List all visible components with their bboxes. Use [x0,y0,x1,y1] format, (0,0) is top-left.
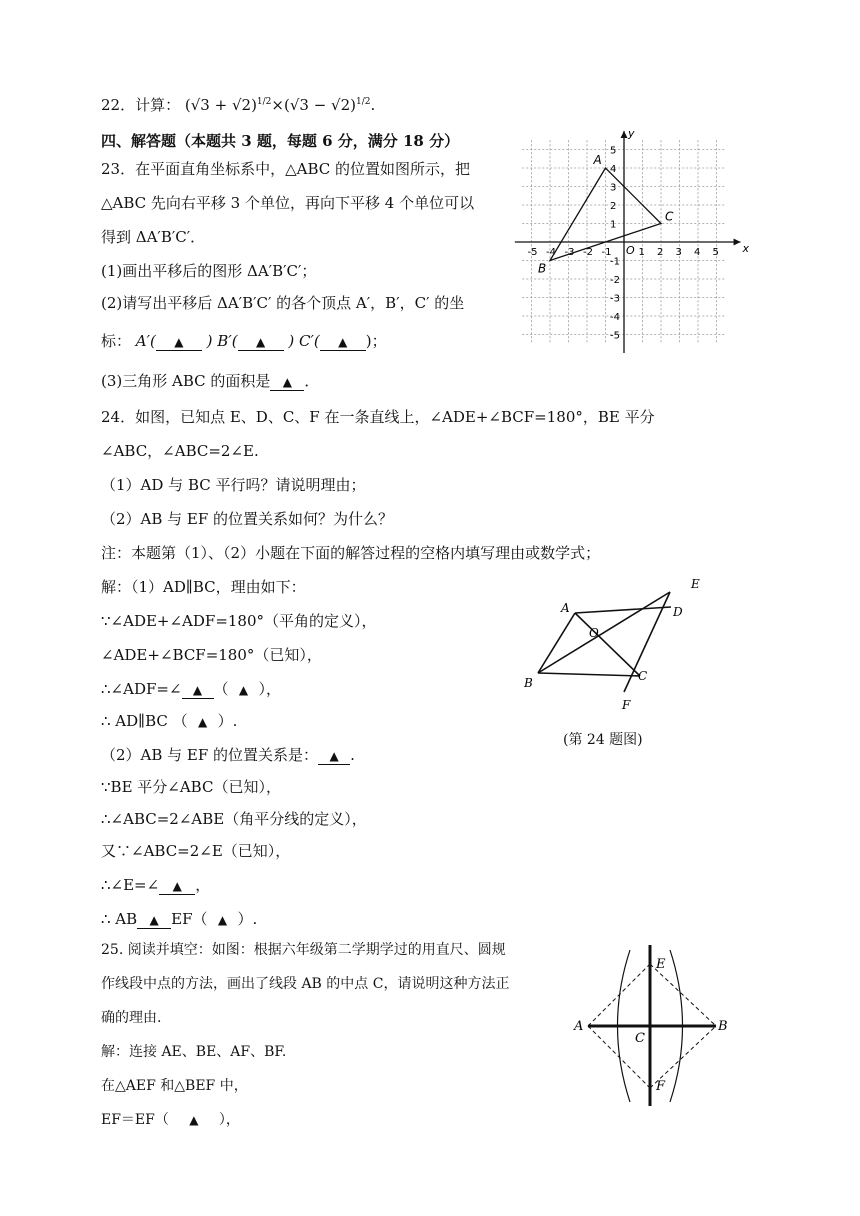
q23-part1: (1)画出平移后的图形 ΔA′B′C′； [101,262,317,280]
y-tick-label: 3 [610,182,617,194]
y-tick-label: -5 [610,330,620,342]
q24-s3: ∠ADE+∠BCF=180°（已知）， [101,646,322,664]
blank-angle-adf[interactable]: ▲ [182,680,214,699]
coordinate-grid-figure [510,127,750,358]
x-tick-label: 1 [638,247,645,258]
y-axis-label: y [628,127,635,140]
x-tick-label: -5 [527,247,538,258]
q24-figure [518,570,708,720]
q24-s8: ∴∠ABC=2∠ABE（角平分线的定义）， [101,810,367,828]
y-tick-label: 2 [610,201,617,212]
blank-angle-e[interactable]: ▲ [159,876,195,895]
label-e: E [691,577,700,591]
vertex-label-c: C [665,209,674,224]
y-axis-arrow [621,131,628,138]
x-tick-label: -4 [546,247,556,258]
label-b: B [718,1019,728,1034]
y-tick-label: 4 [610,164,617,175]
blank-reason-1[interactable]: ▲ [238,683,249,697]
label-c: C [635,1031,645,1046]
q25-s3: EF＝EF（ ▲ ）， [101,1112,240,1128]
q24-s1: 解：（1）AD∥BC，理由如下： [101,578,306,596]
line-ad [575,607,671,613]
q22-line [101,96,375,114]
q24-line1: 24．如图，已知点 E、D、C、F 在一条直线上，∠ADE+∠BCF=180°，BE 平分 [101,408,655,426]
x-tick-label: -1 [601,247,612,258]
q22-number: 22． [101,96,136,114]
line-ab [538,613,575,673]
origin-label: O [626,244,635,257]
q25-line2: 作线段中点的方法，画出了线段 AB 的中点 C，请说明这种方法正 [101,976,510,992]
blank-b-prime[interactable]: ▲ [238,332,284,351]
vertex-label-b: B [538,261,547,276]
blank-a-prime[interactable]: ▲ [156,332,202,351]
q23-part2: (2)请写出平移后 ΔA′B′C′ 的各个顶点 A′，B′，C′ 的坐 [101,294,465,312]
y-tick-label: 5 [610,145,617,157]
label-a: A [574,1019,584,1034]
blank-ab-ef[interactable]: ▲ [137,910,171,929]
q25-line3: 确的理由. [101,1010,162,1026]
blank-relation[interactable]: ▲ [318,746,350,765]
q23-part3: (3)三角形 ABC 的面积是 ▲ ． [101,372,320,390]
q24-s9: 又∵∠ABC=2∠E（已知）， [101,842,291,860]
blank-c-prime[interactable]: ▲ [320,332,366,351]
line-be [538,592,670,673]
x-tick-label: 2 [657,247,664,258]
q25-line1: 25. 阅读并填空：如图：根据六年级第二学期学过的用直尺、圆规 [101,942,506,958]
blank-reason-3[interactable]: ▲ [217,913,228,927]
q24-s10: ∴∠E=∠ ▲ ， [101,876,211,894]
q24-s4: ∴∠ADF=∠ ▲ （ ▲ ）， [101,680,282,698]
x-tick-label: 4 [694,247,701,258]
y-tick-label: -3 [610,293,620,305]
x-axis-arrow [734,239,741,246]
q22-text: 计算： [135,96,181,114]
section-heading: 四、解答题（本题共 3 题，每题 6 分，满分 18 分） [101,132,460,150]
label-a: A [561,601,570,615]
q22-expression: $(√3 + √2)^{1/2}\times(√3 - √2)^{1/2}$. [184,96,376,114]
line-bc [538,673,640,676]
label-f: F [656,1079,666,1094]
y-tick-label: -1 [610,256,620,268]
q24-caption: (第 24 题图) [563,732,643,748]
x-tick-label: 3 [675,247,682,258]
q24-s7: ∵BE 平分∠ABC（已知）， [101,778,281,796]
q23-line1: 23．在平面直角坐标系中，△ABC 的位置如图所示，把 [101,160,471,178]
q25-s1: 解：连接 AE、BE、AF、BF. [101,1044,287,1060]
q24-s2: ∵∠ADE+∠ADF=180°（平角的定义）， [101,612,377,630]
dashed-be [650,964,716,1026]
y-tick-label: -2 [610,275,620,286]
q24-s11: ∴ AB ▲ EF（ ▲ ）. [101,910,258,928]
q24-line2: ∠ABC，∠ABC=2∠E. [101,442,259,460]
x-tick-label: -2 [583,247,593,258]
blank-reason-ef[interactable]: ▲ [189,1113,199,1127]
blank-area[interactable]: ▲ [270,372,304,391]
label-f: F [622,698,631,712]
vertex-label-a: A [593,153,602,167]
q24-s6: （2）AB 与 EF 的位置关系是： ▲ . [101,746,355,764]
q23-line2: △ABC 先向右平移 3 个单位，再向下平移 4 个单位可以 [101,194,475,212]
label-d: D [673,605,683,619]
x-axis-label: x [742,242,750,255]
x-tick-label: 5 [712,247,719,258]
q24-note: 注：本题第（1）、（2）小题在下面的解答过程的空格内填写理由或数学式； [101,544,601,562]
q24-q1: （1）AD 与 BC 平行吗？请说明理由； [101,476,366,494]
blank-reason-2[interactable]: ▲ [198,715,208,729]
x-tick-label: -3 [564,247,575,258]
q23-line3: 得到 ΔA′B′C′． [101,228,206,246]
q25-s2: 在△AEF 和△BEF 中， [101,1078,248,1094]
label-o: O [589,626,599,640]
q24-s5: ∴ AD∥BC （ ▲ ）. [101,712,238,730]
label-e: E [656,957,666,972]
q24-q2: （2）AB 与 EF 的位置关系如何？为什么？ [101,510,394,528]
q25-figure [570,940,740,1110]
label-b: B [524,676,533,690]
label-c: C [638,669,648,683]
y-tick-label: 1 [610,219,617,231]
y-tick-label: -4 [610,312,620,323]
dashed-ae [588,964,650,1026]
q23-answer-line: 标： A′( ▲ ) B′( ▲ ) C′( ▲ )； [101,332,387,350]
